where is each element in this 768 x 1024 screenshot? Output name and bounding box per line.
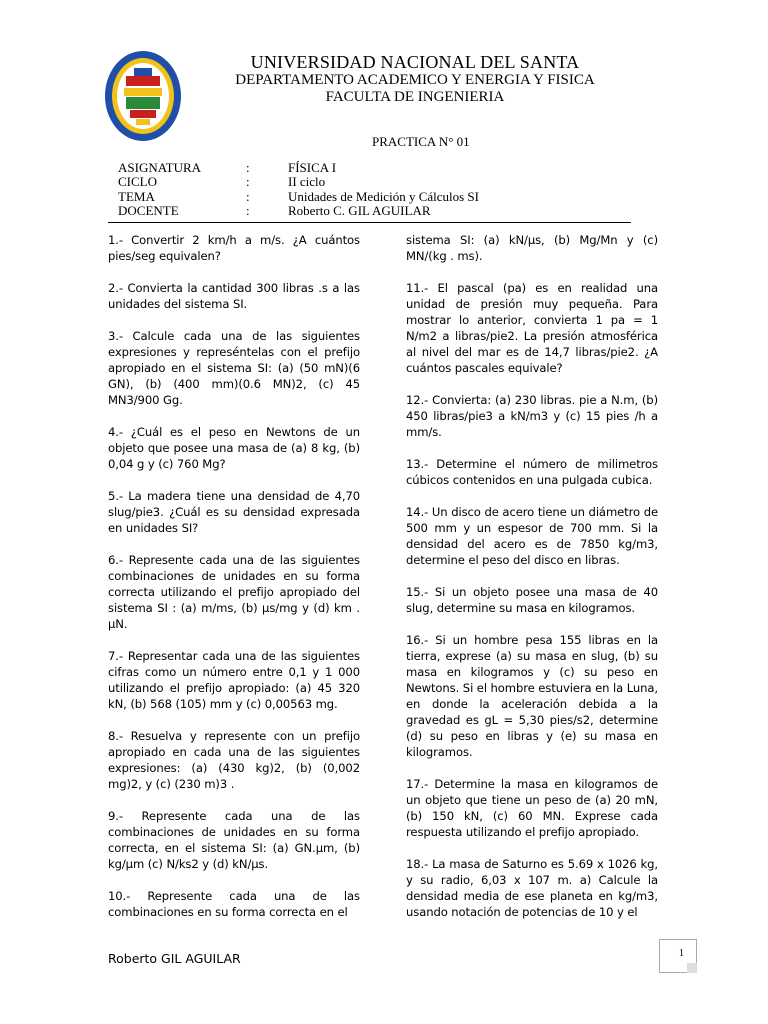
faculty-title: FACULTA DE INGENIERIA xyxy=(325,89,505,105)
course-info xyxy=(118,161,479,218)
problem-item: 18.- La masa de Saturno es 5.69 x 1026 kg, y su radio, 6,03 x 107 m. a) Calcule la densidad media de ese planeta en kg/m3, usando notación de potencias de 10 y el xyxy=(406,857,658,919)
problem-item: 9.- Represente cada una de las combinaciones de unidades en su forma correcta, en el sistema SI: (a) GN.μm, (b) kg/μm (c) N/ks2 y (d) kN/μs. xyxy=(108,809,360,871)
problem-item: 16.- Si un hombre pesa 155 libras en la tierra, exprese (a) su masa en slug, (b) su masa en kilogramos y (c) su peso en Newtons. Si el hombre estuviera en la Luna, en donde la aceleración debida a la gravedad es gL = 5,30 pies/s2, determine (d) su peso en libras y (e) su masa en kilogramos. xyxy=(406,633,658,759)
page-fold-icon xyxy=(687,963,697,973)
page-number: 1 xyxy=(679,948,684,959)
problem-item: 2.- Convierta la cantidad 300 libras .s a las unidades del sistema SI. xyxy=(108,281,360,311)
info-row xyxy=(118,190,479,204)
info-key: CICLO xyxy=(118,174,157,190)
problem-item: 15.- Si un objeto posee una masa de 40 slug, determine su masa en kilogramos. xyxy=(406,585,658,615)
problem-item: 14.- Un disco de acero tiene un diámetro de 500 mm y un espesor de 700 mm. Si la densidad del acero es de 7850 kg/m3, determine el peso del disco en libras. xyxy=(406,505,658,567)
university-title: UNIVERSIDAD NACIONAL DEL SANTA xyxy=(250,52,580,72)
problem-item: 5.- La madera tiene una densidad de 4,70 slug/pie3. ¿Cuál es su densidad expresada en unidades SI? xyxy=(108,489,360,535)
info-key: DOCENTE xyxy=(118,202,179,218)
problems-right-column xyxy=(406,232,658,936)
info-separator: : xyxy=(246,160,250,175)
info-value: II ciclo xyxy=(288,174,326,190)
department-title: DEPARTAMENTO ACADEMICO Y ENERGIA Y FISICA xyxy=(235,72,595,88)
info-key: ASIGNATURA xyxy=(118,160,202,175)
problem-item: 4.- ¿Cuál es el peso en Newtons de un objeto que posee una masa de (a) 8 kg, (b) 0,04 g y (c) 760 Mg? xyxy=(108,425,360,471)
problem-item: 10.- Represente cada una de las combinaciones en su forma correcta en el xyxy=(108,889,360,919)
info-separator: : xyxy=(246,174,250,190)
problem-item: 12.- Convierta: (a) 230 libras. pie a N.m, (b) 450 libras/pie3 a kN/m3 y (c) 15 pies /h a mm/s. xyxy=(406,393,658,439)
info-row xyxy=(118,204,479,218)
info-row xyxy=(118,161,479,175)
problem-item: sistema SI: (a) kN/μs, (b) Mg/Mn y (c) MN/(kg . ms). xyxy=(406,233,658,263)
problem-item: 3.- Calcule cada una de las siguientes expresiones y represéntelas con el prefijo apropiado en el sistema SI: (a) (50 mN)(6 GN), (b) (400 mm)(0.6 MN)2, (c) 45 MN3/900 Gg. xyxy=(108,329,360,407)
problem-item: 11.- El pascal (pa) es en realidad una unidad de presión muy pequeña. Para mostrar lo anterior, convierta 1 pa = 1 N/m2 a libras/pie2. La presión atmosférica al nivel del mar es de 14,7 libras/pie2. ¿A cuántos pascales equivale? xyxy=(406,281,658,375)
problem-item: 13.- Determine el número de milimetros cúbicos contenidos en una pulgada cubica. xyxy=(406,457,658,487)
info-separator: : xyxy=(246,188,250,204)
practica-title: PRACTICA N° 01 xyxy=(372,134,470,149)
info-key: TEMA xyxy=(118,188,155,204)
problem-item: 8.- Resuelva y represente con un prefijo apropiado en cada una de las siguientes expresiones: (a) (430 kg)2, (b) (0,002 mg)2, y (c) (230 m)3 . xyxy=(108,729,360,791)
problems-left-column xyxy=(108,232,360,936)
info-value: Unidades de Medición y Cálculos SI xyxy=(288,188,479,204)
university-seal-icon xyxy=(104,50,182,142)
problem-item: 6.- Represente cada una de las siguientes combinaciones de unidades en su forma correcta utilizando el prefijo apropiado del sistema SI : (a) m/ms, (b) μs/mg y (d) km . μN. xyxy=(108,553,360,631)
info-separator: : xyxy=(246,202,250,218)
problem-item: 1.- Convertir 2 km/h a m/s. ¿A cuántos pies/seg equivalen? xyxy=(108,233,360,263)
problem-item: 17.- Determine la masa en kilogramos de un objeto que tiene un peso de (a) 20 mN, (b) 150 kN, (c) 60 MN. Exprese cada respuesta utilizando el prefijo apropiado. xyxy=(406,777,658,839)
problem-item: 7.- Representar cada una de las siguientes cifras como un número entre 0,1 y 1 000 utilizando el prefijo apropiado: (a) 45 320 kN, (b) 568 (105) mm y (c) 0,00563 mg. xyxy=(108,649,360,711)
header-divider xyxy=(108,222,631,223)
info-value: FÍSICA I xyxy=(288,160,337,175)
page-number-box xyxy=(659,939,697,973)
footer-author: Roberto GIL AGUILAR xyxy=(108,951,241,966)
info-row xyxy=(118,175,479,189)
info-value: Roberto C. GIL AGUILAR xyxy=(288,202,431,218)
